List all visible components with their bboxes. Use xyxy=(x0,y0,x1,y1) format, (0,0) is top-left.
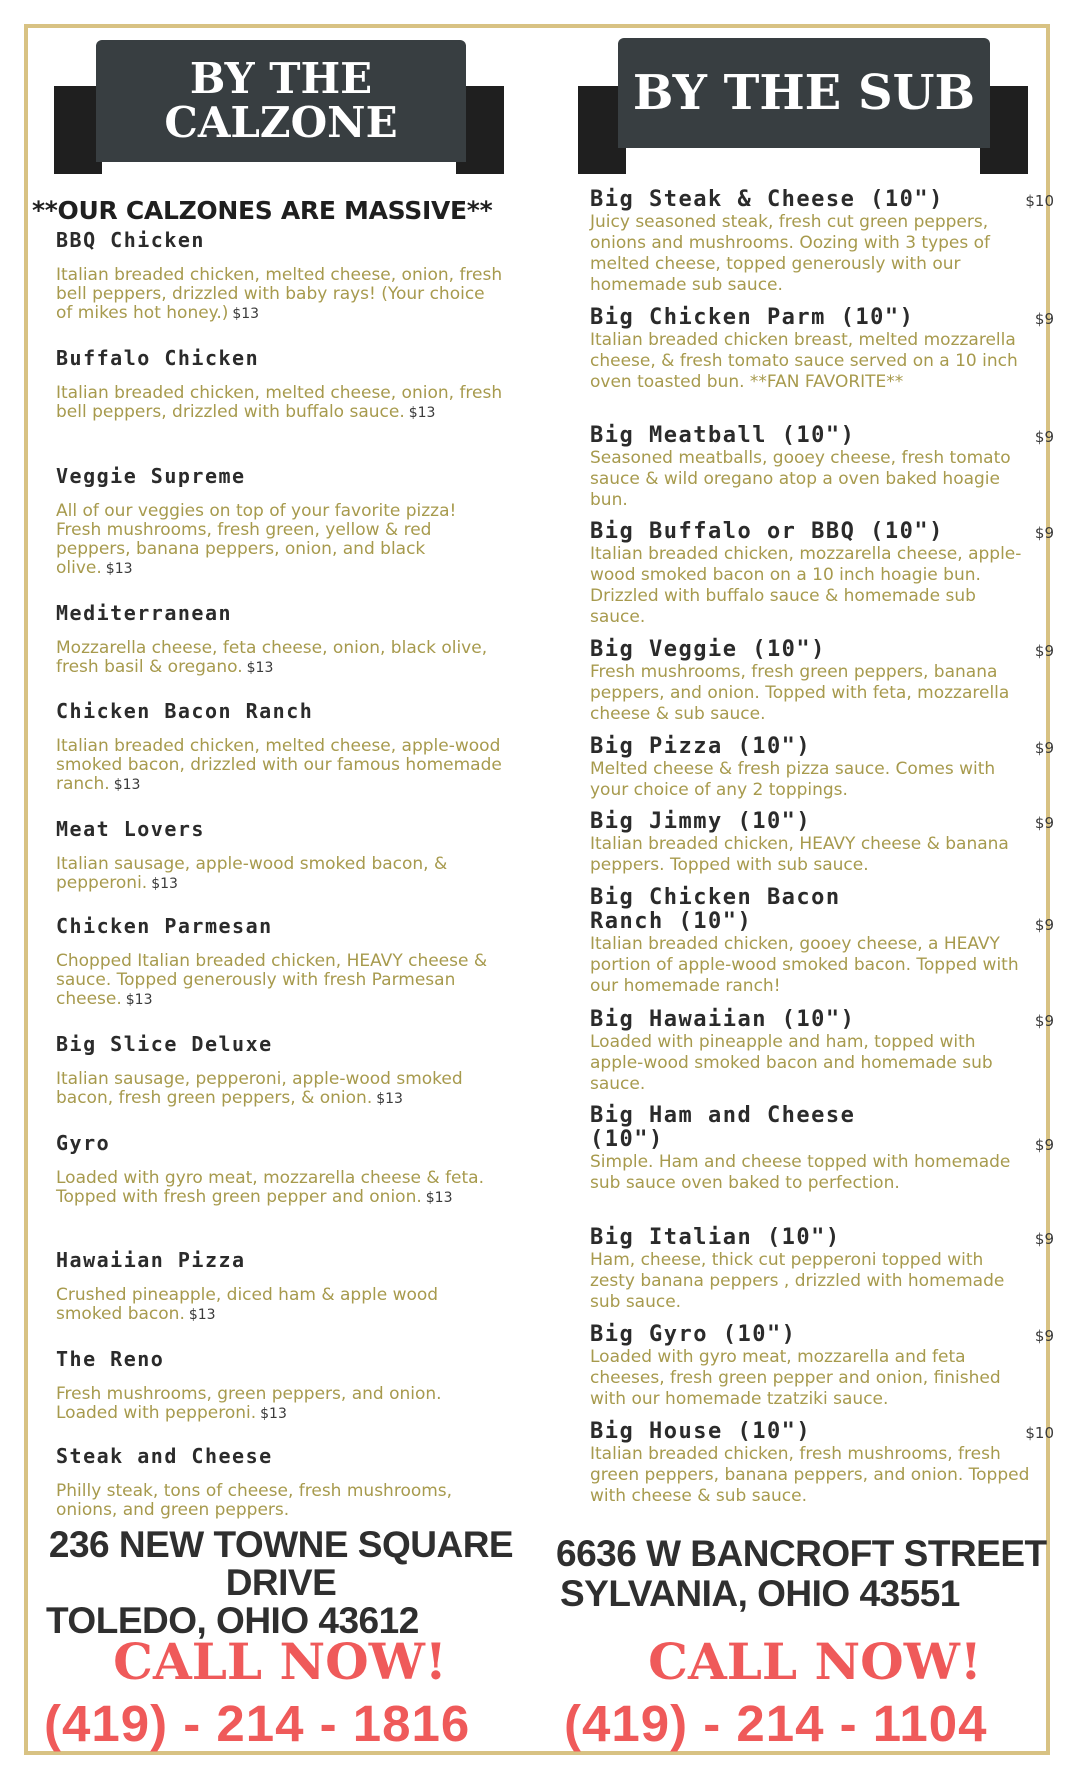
phone-number[interactable]: (419) - 214 - 1104 xyxy=(564,1695,988,1752)
item-name: BBQ Chicken xyxy=(56,228,205,252)
item-description: Fresh mushrooms, fresh green peppers, banana peppers, and onion. Topped with feta, mozzarella cheese & sub sauce. xyxy=(590,662,1010,724)
item-price: $13 xyxy=(425,1190,453,1206)
item-description: Italian breaded chicken, gooey cheese, a HEAVY portion of apple-wood smoked bacon. Topped with our homemade ranch! xyxy=(590,934,1019,996)
address-line: 6636 W BANCROFT STREET xyxy=(556,1533,1047,1574)
call-now-text: CALL NOW! xyxy=(113,1632,447,1691)
item-price: $13 xyxy=(105,561,133,577)
item-price: $10 xyxy=(1025,192,1054,210)
item-description: Fresh mushrooms, green peppers, and onion. Loaded with pepperoni. $13 xyxy=(56,1384,442,1423)
item-price: $9 xyxy=(1034,1327,1054,1345)
item-name: Big Jimmy (10") xyxy=(590,809,812,834)
item-name: Mediterranean xyxy=(56,601,233,625)
item-description: Italian breaded chicken, mozzarella cheese, apple-wood smoked bacon on a 10 inch hoagie bun. Drizzled with buffalo sauce & homemade sub sauce. xyxy=(590,544,1022,627)
menu-item xyxy=(56,1032,506,1109)
item-price: $13 xyxy=(125,992,153,1008)
item-description: Melted cheese & fresh pizza sauce. Comes with your choice of any 2 toppings. xyxy=(590,759,996,800)
phone-number[interactable]: (419) - 214 - 1816 xyxy=(44,1695,471,1752)
item-description: Philly steak, tons of cheese, fresh mushrooms, onions, and green peppers. xyxy=(56,1481,453,1520)
item-description: Juicy seasoned steak, fresh cut green peppers, onions and mushrooms. Oozing with 3 types of melted cheese, topped generously with our homemade sub sauce. xyxy=(590,212,991,295)
address-line: DRIVE xyxy=(225,1562,337,1603)
item-price: $13 xyxy=(260,1406,287,1422)
item-name: Big Gyro (10") xyxy=(590,1322,797,1347)
item-name: Big House (10") xyxy=(590,1419,812,1444)
menu-item xyxy=(590,1225,1054,1313)
item-description: Chopped Italian breaded chicken, HEAVY cheese & sauce. Topped generously with fresh Parmesan cheese. $13 xyxy=(56,951,488,1009)
menu-item xyxy=(590,1419,1054,1507)
menu-item xyxy=(56,1248,506,1325)
item-description: Italian breaded chicken, melted cheese, onion, fresh bell peppers, drizzled with buffalo sauce. $13 xyxy=(56,383,503,422)
sub-address xyxy=(556,1534,1066,1614)
item-description: Loaded with gyro meat, mozzarella and feta cheeses, fresh green pepper and onion, finished with our homemade tzatziki sauce. xyxy=(590,1347,1001,1409)
item-name: Big Chicken Bacon Ranch (10") xyxy=(590,885,841,934)
item-name: Buffalo Chicken xyxy=(56,346,260,370)
item-price: $9 xyxy=(1034,524,1054,542)
item-price: $9 xyxy=(1034,428,1054,446)
call-now-text: CALL NOW! xyxy=(648,1632,982,1691)
item-description: Simple. Ham and cheese topped with homemade sub sauce oven baked to perfection. xyxy=(590,1152,1011,1193)
item-description: Italian breaded chicken breast, melted mozzarella cheese, & fresh tomato sauce served on a 10 inch oven toasted bun. **FAN FAVORITE** xyxy=(590,330,1018,392)
item-price: $13 xyxy=(113,777,141,793)
item-description: Italian breaded chicken, HEAVY cheese & banana peppers. Topped with sub sauce. xyxy=(590,834,1009,875)
menu-item xyxy=(590,423,1054,511)
item-description: Loaded with pineapple and ham, topped with apple-wood smoked bacon and homemade sub sauce. xyxy=(590,1032,993,1094)
item-price: $9 xyxy=(1034,814,1054,832)
item-description: Italian breaded chicken, melted cheese, apple-wood smoked bacon, drizzled with our famous homemade ranch. $13 xyxy=(56,736,502,794)
menu-item xyxy=(590,809,1054,876)
item-description: Italian breaded chicken, melted cheese, onion, fresh bell peppers, drizzled with baby rays! (Your choice of mikes hot honey.) $13 xyxy=(56,265,503,323)
menu-item xyxy=(56,914,506,1010)
item-description: Crushed pineapple, diced ham & apple wood smoked bacon. $13 xyxy=(56,1285,439,1324)
calzone-banner-title: BY THE CALZONE xyxy=(96,40,466,162)
item-name: Gyro xyxy=(56,1131,111,1155)
menu-item xyxy=(590,519,1054,628)
item-price: $10 xyxy=(1025,1424,1054,1442)
item-name: Big Pizza (10") xyxy=(590,734,812,759)
menu-item xyxy=(590,637,1054,725)
menu-item xyxy=(590,1103,1054,1194)
item-price: $13 xyxy=(376,1091,403,1107)
item-name: Big Buffalo or BBQ (10") xyxy=(590,519,944,544)
menu-item xyxy=(590,1322,1054,1410)
item-price: $9 xyxy=(1034,1012,1054,1030)
address-line: 236 NEW TOWNE SQUARE xyxy=(48,1524,514,1565)
menu-item xyxy=(56,1131,506,1208)
item-name: Big Steak & Cheese (10") xyxy=(590,187,944,212)
item-name: Big Chicken Parm (10") xyxy=(590,305,915,330)
address-line: TOLEDO, OHIO 43612 xyxy=(46,1600,419,1641)
item-description: Italian sausage, apple-wood smoked bacon, & pepperoni. $13 xyxy=(56,854,448,893)
item-name: The Reno xyxy=(56,1347,165,1371)
menu-item xyxy=(590,885,1054,997)
item-description: All of our veggies on top of your favorite pizza! Fresh mushrooms, fresh green, yellow & red peppers, banana peppers, onion, and black olive. $13 xyxy=(56,501,457,578)
address-line: SYLVANIA, OHIO 43551 xyxy=(560,1573,960,1614)
item-name: Chicken Parmesan xyxy=(56,914,273,938)
item-description: Ham, cheese, thick cut pepperoni topped with zesty banana peppers , drizzled with homemade sub sauce. xyxy=(590,1250,1005,1312)
item-price: $9 xyxy=(1034,1136,1054,1154)
menu-item xyxy=(56,464,506,579)
item-price: $13 xyxy=(246,660,274,676)
item-price: $9 xyxy=(1034,310,1054,328)
item-price: $13 xyxy=(151,876,178,892)
menu-item xyxy=(56,1444,506,1521)
menu-item xyxy=(56,1347,506,1424)
menu-item xyxy=(590,187,1054,296)
banner-ribbon-tail xyxy=(54,86,102,174)
item-price: $9 xyxy=(1034,1230,1054,1248)
menu-item xyxy=(56,699,506,795)
item-price: $9 xyxy=(1034,642,1054,660)
item-description: Mozzarella cheese, feta cheese, onion, black olive, fresh basil & oregano. $13 xyxy=(56,638,488,677)
item-description: Loaded with gyro meat, mozzarella cheese & feta. Topped with fresh green pepper and onion. $13 xyxy=(56,1168,485,1207)
calzone-address xyxy=(36,1526,526,1640)
item-name: Steak and Cheese xyxy=(56,1444,273,1468)
item-description: Seasoned meatballs, gooey cheese, fresh tomato sauce & wild oregano atop a oven baked hoagie bun. xyxy=(590,448,1011,510)
item-name: Big Hawaiian (10") xyxy=(590,1007,856,1032)
menu-item xyxy=(590,1007,1054,1095)
item-price: $9 xyxy=(1034,916,1054,934)
item-description: Italian sausage, pepperoni, apple-wood smoked bacon, fresh green peppers, & onion. $13 xyxy=(56,1069,463,1108)
calzone-note: **OUR CALZONES ARE MASSIVE** xyxy=(32,196,493,225)
item-description: Italian breaded chicken, fresh mushrooms, fresh green peppers, banana peppers, and onion. Topped with cheese & sub sauce. xyxy=(590,1444,1030,1506)
item-name: Chicken Bacon Ranch xyxy=(56,699,314,723)
sub-banner-title: BY THE SUB xyxy=(618,38,990,148)
item-price: $13 xyxy=(188,1307,216,1323)
menu-item xyxy=(56,601,506,678)
item-name: Hawaiian Pizza xyxy=(56,1248,246,1272)
item-name: Big Ham and Cheese (10") xyxy=(590,1103,856,1152)
menu-item xyxy=(56,228,506,324)
item-price: $13 xyxy=(408,405,436,421)
item-name: Veggie Supreme xyxy=(56,464,246,488)
item-price: $9 xyxy=(1034,739,1054,757)
item-price: $13 xyxy=(232,306,260,322)
item-name: Big Slice Deluxe xyxy=(56,1032,273,1056)
menu-item xyxy=(56,346,506,423)
menu-item xyxy=(590,734,1054,801)
item-name: Big Italian (10") xyxy=(590,1225,841,1250)
menu-item xyxy=(56,817,506,894)
item-name: Big Veggie (10") xyxy=(590,637,826,662)
item-name: Meat Lovers xyxy=(56,817,205,841)
item-name: Big Meatball (10") xyxy=(590,423,856,448)
menu-item xyxy=(590,305,1054,393)
